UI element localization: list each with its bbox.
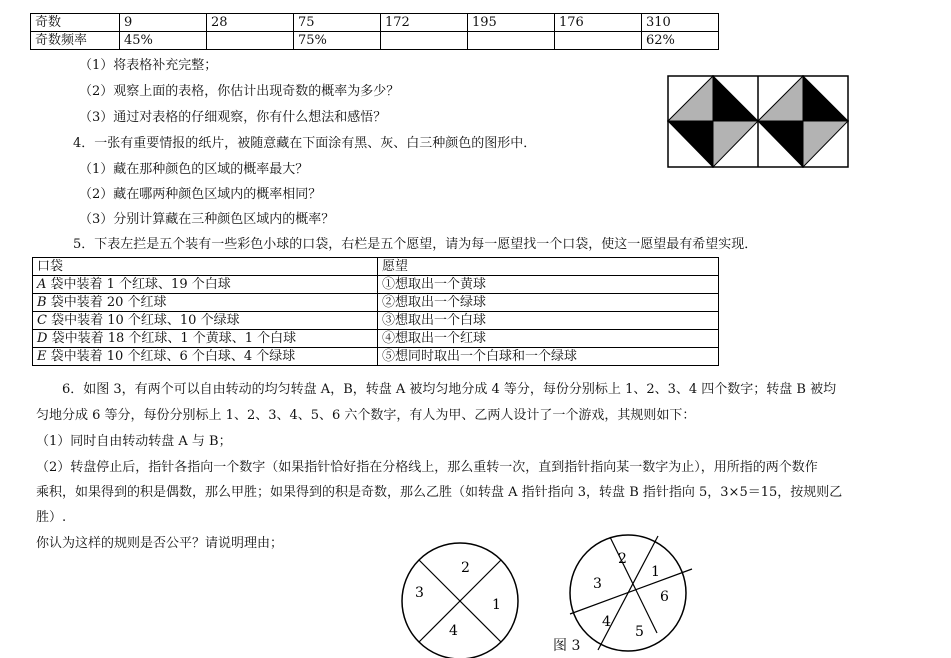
spinner-b-label: 4 (602, 614, 611, 630)
odd-frequency-table (30, 13, 719, 50)
table-cell: ①想取出一个黄球 (378, 276, 719, 294)
q4-item-1: （1）藏在那种颜色的区域的概率最大？ (79, 162, 309, 177)
table-cell: 75 (294, 14, 381, 32)
q6-line-2: 匀地分成 6 等分，每份分别标上 1、2、3、4、5、6 六个数字，有人为甲、乙两人设计了一个游戏，其规则如下： (36, 408, 696, 423)
spinner-b (570, 535, 692, 651)
table-cell: ②想取出一个绿球 (378, 294, 719, 312)
q3-item-2: （2）观察上面的表格，你估计出现奇数的概率为多少？ (79, 84, 400, 99)
table-row (33, 294, 719, 312)
diamond-color-figure (667, 75, 849, 168)
table-cell (468, 32, 555, 50)
table-cell: ③想取出一个白球 (378, 312, 719, 330)
q3-item-3: （3）通过对表格的仔细观察，你有什么想法和感悟？ (79, 110, 387, 125)
table-row (33, 330, 719, 348)
table-cell: 62% (642, 32, 719, 50)
table-cell (207, 32, 294, 50)
table-cell: 310 (642, 14, 719, 32)
q4-item-3: （3）分别计算藏在三种颜色区域内的概率？ (79, 212, 335, 227)
spinner-b-label: 5 (635, 624, 644, 640)
q6-question: 你认为这样的规则是否公平？请说明理由； (36, 536, 284, 551)
table-row (31, 32, 719, 50)
figure-caption: 图 3 (553, 638, 581, 654)
q6-line-1: 6．如图 3，有两个可以自由转动的均匀转盘 A，B，转盘 A 被均匀地分成 4 等分，每份分别标上 1、2、3、4 四个数字；转盘 B 被均 (62, 382, 837, 397)
table-cell: A 袋中装着 1 个红球、19 个白球 (33, 276, 378, 294)
table-cell: D 袋中装着 18 个红球、1 个黄球、1 个白球 (33, 330, 378, 348)
table-header-row (33, 258, 719, 276)
q5-stem: 5．下表左拦是五个装有一些彩色小球的口袋，右栏是五个愿望，请为每一愿望找一个口袋，使这一愿望最有希望实现． (73, 237, 758, 252)
table-cell: 9 (120, 14, 207, 32)
spinner-b-label: 6 (660, 589, 669, 605)
q6-rule-2a: （2）转盘停止后，指针各指向一个数字（如果指针恰好指在分格线上，那么重转一次，直到指针指向某一数字为止），用所指的两个数作 (36, 460, 818, 475)
spinner-a (402, 543, 518, 658)
table-row (31, 14, 719, 32)
spinner-b-label: 3 (593, 576, 602, 592)
table-cell: 45% (120, 32, 207, 50)
spinner-a-label: 1 (492, 597, 501, 613)
table-cell: 195 (468, 14, 555, 32)
table-cell: 75% (294, 32, 381, 50)
table-cell (555, 32, 642, 50)
table-cell: 176 (555, 14, 642, 32)
table-row (33, 276, 719, 294)
spinner-figure (395, 533, 695, 658)
table-header: 口袋 (33, 258, 378, 276)
table-cell: B 袋中装着 20 个红球 (33, 294, 378, 312)
table-cell: 奇数频率 (31, 32, 120, 50)
q6-rule-2b: 乘积，如果得到的积是偶数，那么甲胜；如果得到的积是奇数，那么乙胜（如转盘 A 指针指向 3，转盘 B 指针指向 5，3×5＝15，按规则乙 (36, 485, 843, 500)
table-cell (381, 32, 468, 50)
spinner-b-label: 1 (651, 564, 660, 580)
spinner-a-label: 4 (449, 623, 458, 639)
q3-item-1: （1）将表格补充完整； (79, 58, 218, 73)
q6-rule-1: （1）同时自由转动转盘 A 与 B； (36, 434, 232, 449)
table-row (33, 312, 719, 330)
bag-wish-table (32, 257, 719, 366)
spinner-a-label: 3 (415, 585, 424, 601)
table-cell: C 袋中装着 10 个红球、10 个绿球 (33, 312, 378, 330)
q6-rule-2c: 胜）. (36, 510, 67, 525)
table-header: 愿望 (378, 258, 719, 276)
table-cell: E 袋中装着 10 个红球、6 个白球、4 个绿球 (33, 348, 378, 366)
table-cell: ④想取出一个红球 (378, 330, 719, 348)
spinner-b-label: 2 (618, 551, 627, 567)
table-cell: 172 (381, 14, 468, 32)
table-cell: ⑤想同时取出一个白球和一个绿球 (378, 348, 719, 366)
table-cell: 奇数 (31, 14, 120, 32)
q4-item-2: （2）藏在哪两种颜色区域内的概率相同？ (79, 187, 322, 202)
q4-stem: 4．一张有重要情报的纸片，被随意藏在下面涂有黑、灰、白三种颜色的图形中． (73, 136, 537, 151)
table-cell: 28 (207, 14, 294, 32)
table-row (33, 348, 719, 366)
spinner-a-label: 2 (461, 560, 470, 576)
